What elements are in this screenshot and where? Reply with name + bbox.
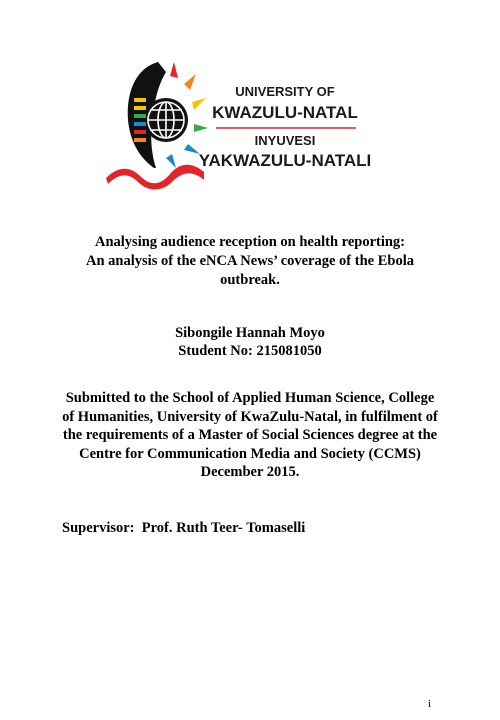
submission-line-3: the requirements of a Master of Social Sciences degree at the — [62, 427, 438, 443]
author-name: Sibongile Hannah Moyo — [175, 325, 325, 341]
student-number: Student No: 215081050 — [178, 343, 322, 359]
logo-line3: INYUVESI — [254, 133, 316, 148]
university-crest-icon — [100, 58, 380, 198]
submission-line-1: Submitted to the School of Applied Human Science, College — [65, 390, 435, 406]
logo-line1: UNIVERSITY OF — [235, 84, 335, 99]
page-number: i — [428, 698, 432, 710]
submission-line-2: of Humanities, University of KwaZulu-Natal, in fulfilment of — [62, 408, 438, 425]
title-line-1: Analysing audience reception on health reporting: — [94, 234, 405, 250]
logo-line4: YAKWAZULU-NATALI — [198, 151, 372, 170]
submission-statement — [50, 389, 450, 482]
submission-line-4: Centre for Communication Media and Society (CCMS) — [79, 445, 421, 462]
submission-date: December 2015. — [200, 464, 300, 480]
author-info — [40, 324, 460, 360]
logo-line2: KWAZULU-NATAL — [212, 103, 358, 122]
thesis-title — [40, 233, 460, 290]
university-logo — [100, 58, 380, 198]
title-line-3: outbreak. — [220, 272, 280, 288]
supervisor-line: Supervisor: Prof. Ruth Teer- Tomaselli — [62, 520, 306, 536]
title-line-2: An analysis of the eNCA News’ coverage of the Ebola — [86, 253, 414, 269]
